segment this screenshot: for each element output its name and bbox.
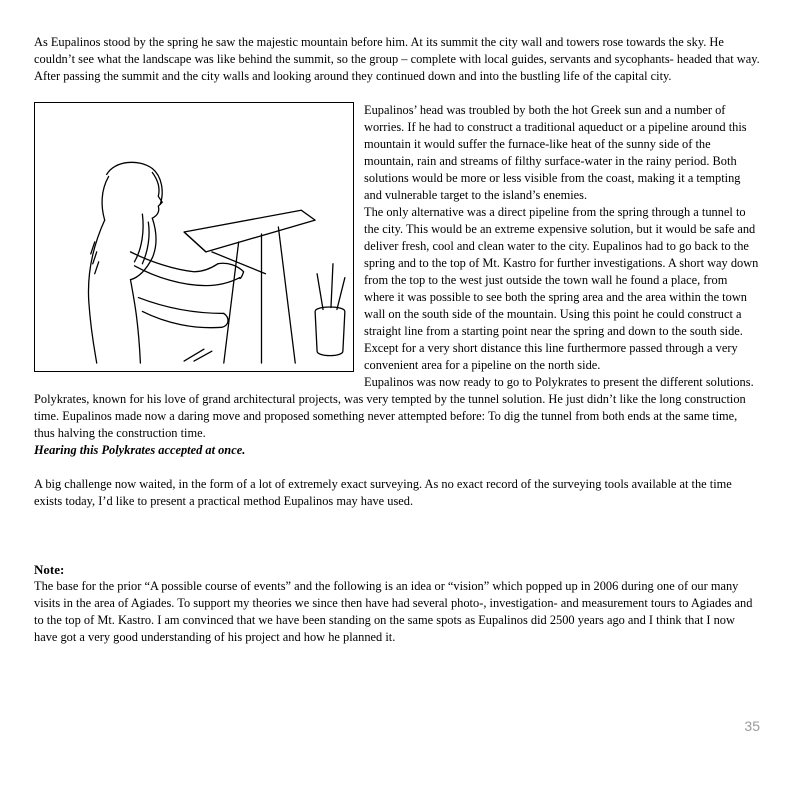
page-number: 35 [744,718,760,734]
intro-paragraph: As Eupalinos stood by the spring he saw the majestic mountain before him. At its summit the city wall and towers rose towards the sky. He couldn’t see what the landscape was like behind the summit, so the group – complete with local guides, servants and sycophants- headed that way. After passing the summit and the city walls and looking around they continued down and into the bustling life of the capital city. [34,35,760,83]
paragraph-gap [34,544,760,561]
polykrates-paragraph: Eupalinos was now ready to go to Polykrates to present the different solutions. Polykrates, known for his love of grand architectural projects, was very tempted by the tunnel solution. He just didn’t like the long construction time. Eupalinos made now a daring move and proposed something never attempted before: To dig the tunnel from both ends at the same time, thus halving the construction time. [34,375,754,440]
note-heading: Note: [34,562,65,577]
eupalinos-drawing-illustration [34,102,354,372]
paragraph-gap [34,85,760,102]
page-content [34,34,760,646]
accepted-paragraph: Hearing this Polykrates accepted at once. [34,443,246,457]
paragraph-gap [34,510,760,527]
paragraph-gap [34,459,760,476]
paragraph-gap [34,527,760,544]
challenge-paragraph: A big challenge now waited, in the form of a lot of extremely exact surveying. As no exact record of the surveying tools available at the time exists today, I’d like to present a practical method Eupalinos may have used. [34,477,732,508]
eupalinos-drawing-icon [35,103,353,371]
worries-paragraph: Eupalinos’ head was troubled by both the hot Greek sun and a number of worries. If he had to construct a traditional aqueduct or a pipeline around this mountain it would suffer the furnace-like heat of the sunny side of the mountain, rain and streams of filthy surface-water in the rainy period. Both solutions would be more or less visible from the coast, making it a tempting and vulnerable target to the island’s enemies. [364,103,747,202]
alternative-paragraph: The only alternative was a direct pipeline from the spring through a tunnel to the city. This would be an extreme expensive solution, but it would be safe and deliver fresh, cool and clean water to the city. Eupalinos had to go back to the spring and to the top of Mt. Kastro for further investigations. A short way down from the top to the west just outside the town wall he found a place, from where it was possible to see both the spring area and the area within the town wall on the south side of the mountain. Using this point he could construct a straight line from a starting point near the spring and down to the south side. Except for a very short distance this line furthermore passed through a very convenient area for a pipeline on the north side. [364,205,759,372]
note-paragraph: The base for the prior “A possible course of events” and the following is an idea or “vision” which popped up in 2006 during one of our many visits in the area of Agiades. To support my theories we since then have had several photo-, investigation- and measurement tours to Agiades and to the top of Mt. Kastro. I am convinced that we have been standing on the same spots as Eupalinos did 2500 years ago and I think that I now have got a very good understanding of his project and how he planned it. [34,579,753,644]
